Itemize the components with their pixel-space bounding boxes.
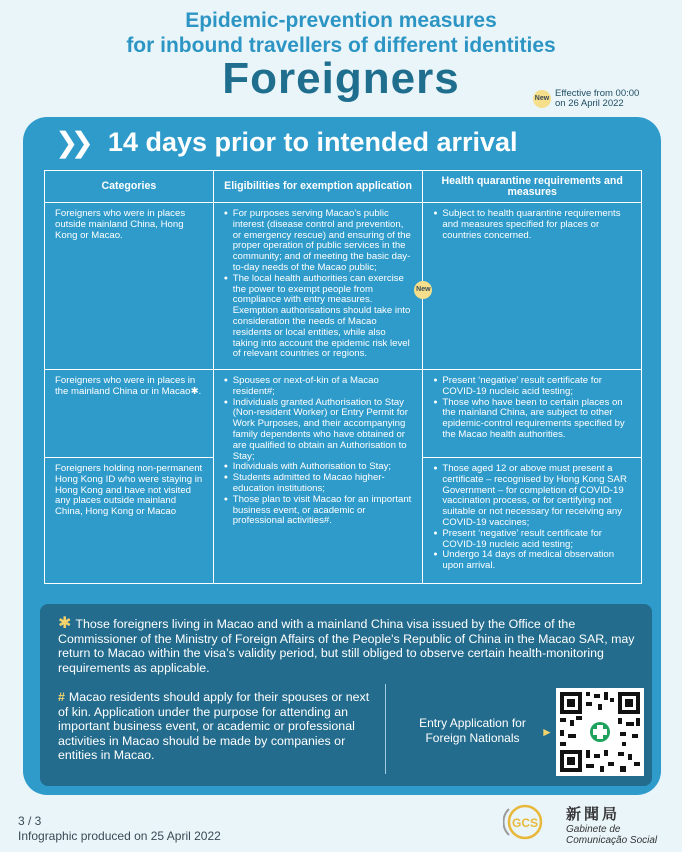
org-name-cn: 新聞局 [566,806,621,823]
org-name [566,806,657,846]
requirements-cell [423,203,642,370]
subtitle-line-2: for inbound travellers of different identities [126,34,556,57]
entry-line-1: Entry Application for [419,716,526,730]
list-item: ● Present ‘negative’ result certificate for COVID-19 nucleic acid testing; [433,529,631,551]
new-badge: New [533,90,551,108]
section-heading [55,126,518,159]
table-row [45,370,642,458]
measures-table [44,170,642,584]
asterisk-mark: ✱. [190,385,202,397]
gcs-logo-text: GCS [511,816,539,830]
table-header-row [45,171,642,203]
gcs-logo [503,803,543,841]
list-item: ● Individuals granted Authorisation to Stay (Non-resident Worker) or Entry Permit for Work Purposes, and their accompanying family dependents who have obtained or are qualified to obtain an Authorisation to Stay; [224,398,413,463]
requirements-cell [423,458,642,584]
list-item: ● Those who have been to certain places on the mainland China, are subject to other epidemic-control requirements specified by the Macao health authorities. [433,398,631,441]
list-item: ● For purposes serving Macao’s public interest (disease control and prevention, or emergency rescue) and ensuring of the proper operation of public services in the community; and of meeting the basic day-to-day needs of the Macao public; [224,209,413,274]
double-chevron-right-icon: ❯❯ [55,127,86,158]
divider [385,684,386,774]
qr-code-icon[interactable] [556,688,644,776]
list-item: ● The local health authorities can exercise the power to exempt people from compliance with entry measures. Exemption authorisations should take into consideration the needs of Macao residents or local entities, while also taking into account the epidemic risk level of relevant countries or regions. [224,274,413,360]
eligibility-cell [213,370,423,584]
requirements-cell [423,370,642,458]
header-requirements: Health quarantine requirements and measures [423,171,642,203]
table-row [45,203,642,370]
category-text: Foreigners who were in places in the mainland China or in Macao [55,375,196,397]
list-item: ● Present ‘negative’ result certificate for COVID-19 nucleic acid testing; [433,376,631,398]
list-item: ● Those aged 12 or above must present a certificate – recognised by Hong Kong SAR Government – for completion of COVID-19 vaccination process, or for certifying not suitable or not necessary for receiving any COVID-19 vaccines; [433,464,631,529]
subtitle [0,8,682,58]
section-title: 14 days prior to intended arrival [107,127,518,157]
subtitle-line-1: Epidemic-prevention measures [185,9,497,32]
new-badge: New [414,281,432,299]
page-title: Foreigners [222,54,460,103]
page-number: 3 / 3 [18,814,42,828]
list-item: ● Those plan to visit Macao for an important business event, or academic or professional activities#. [224,495,413,527]
header-eligibilities: Eligibilities for exemption application [213,171,423,203]
asterisk-icon: ✱ [58,615,72,632]
hash-icon: # [58,690,65,704]
category-cell: Foreigners who were in places outside mainland China, Hong Kong or Macao. [45,203,214,370]
effective-line-1: Effective from 00:00 [555,88,640,99]
effective-date [533,89,639,109]
list-item: ● Students admitted to Macao higher-education institutions; [224,473,413,495]
list-item: ● Individuals with Authorisation to Stay; [224,462,413,473]
list-item: ● Subject to health quarantine requirements and measures specified for places or countries concerned. [433,209,631,241]
org-name-pt-2: Comunicação Social [566,835,658,846]
org-name-pt-1: Gabinete de [566,824,621,835]
asterisk-note-text: Those foreigners living in Macao and with a mainland China visa issued by the Office of the Commissioner of the Ministry of Foreign Affairs of the People's Republic of China in the Macao SAR, may return to Macao within the visa’s validity period, but still obliged to observe certain health-monitoring requirements as applicable. [58,617,635,675]
hash-note [58,690,378,763]
category-cell [45,370,214,458]
list-item: ● Spouses or next-of-kin of a Macao resident#; [224,376,413,398]
header-categories: Categories [45,171,214,203]
list-item: ● Undergo 14 days of medical observation upon arrival. [433,550,631,572]
entry-line-2: Foreign Nationals [425,731,520,745]
effective-line-2: on 26 April 2022 [555,98,624,109]
hash-note-text: Macao residents should apply for their spouses or next of kin. Application under the purpose for attending an important business event, or academic or professional activities in Macao should be made by companies or entities in Macao. [58,690,370,762]
arrow-right-icon: ► [541,725,553,739]
category-cell: Foreigners holding non-permanent Hong Kong ID who were staying in Hong Kong and have not visited any places outside mainland China, Hong Kong or Macao [45,458,214,584]
eligibility-cell [213,203,431,370]
asterisk-note [58,617,643,675]
produced-date: Infographic produced on 25 April 2022 [18,829,221,843]
entry-application-label [400,716,545,746]
